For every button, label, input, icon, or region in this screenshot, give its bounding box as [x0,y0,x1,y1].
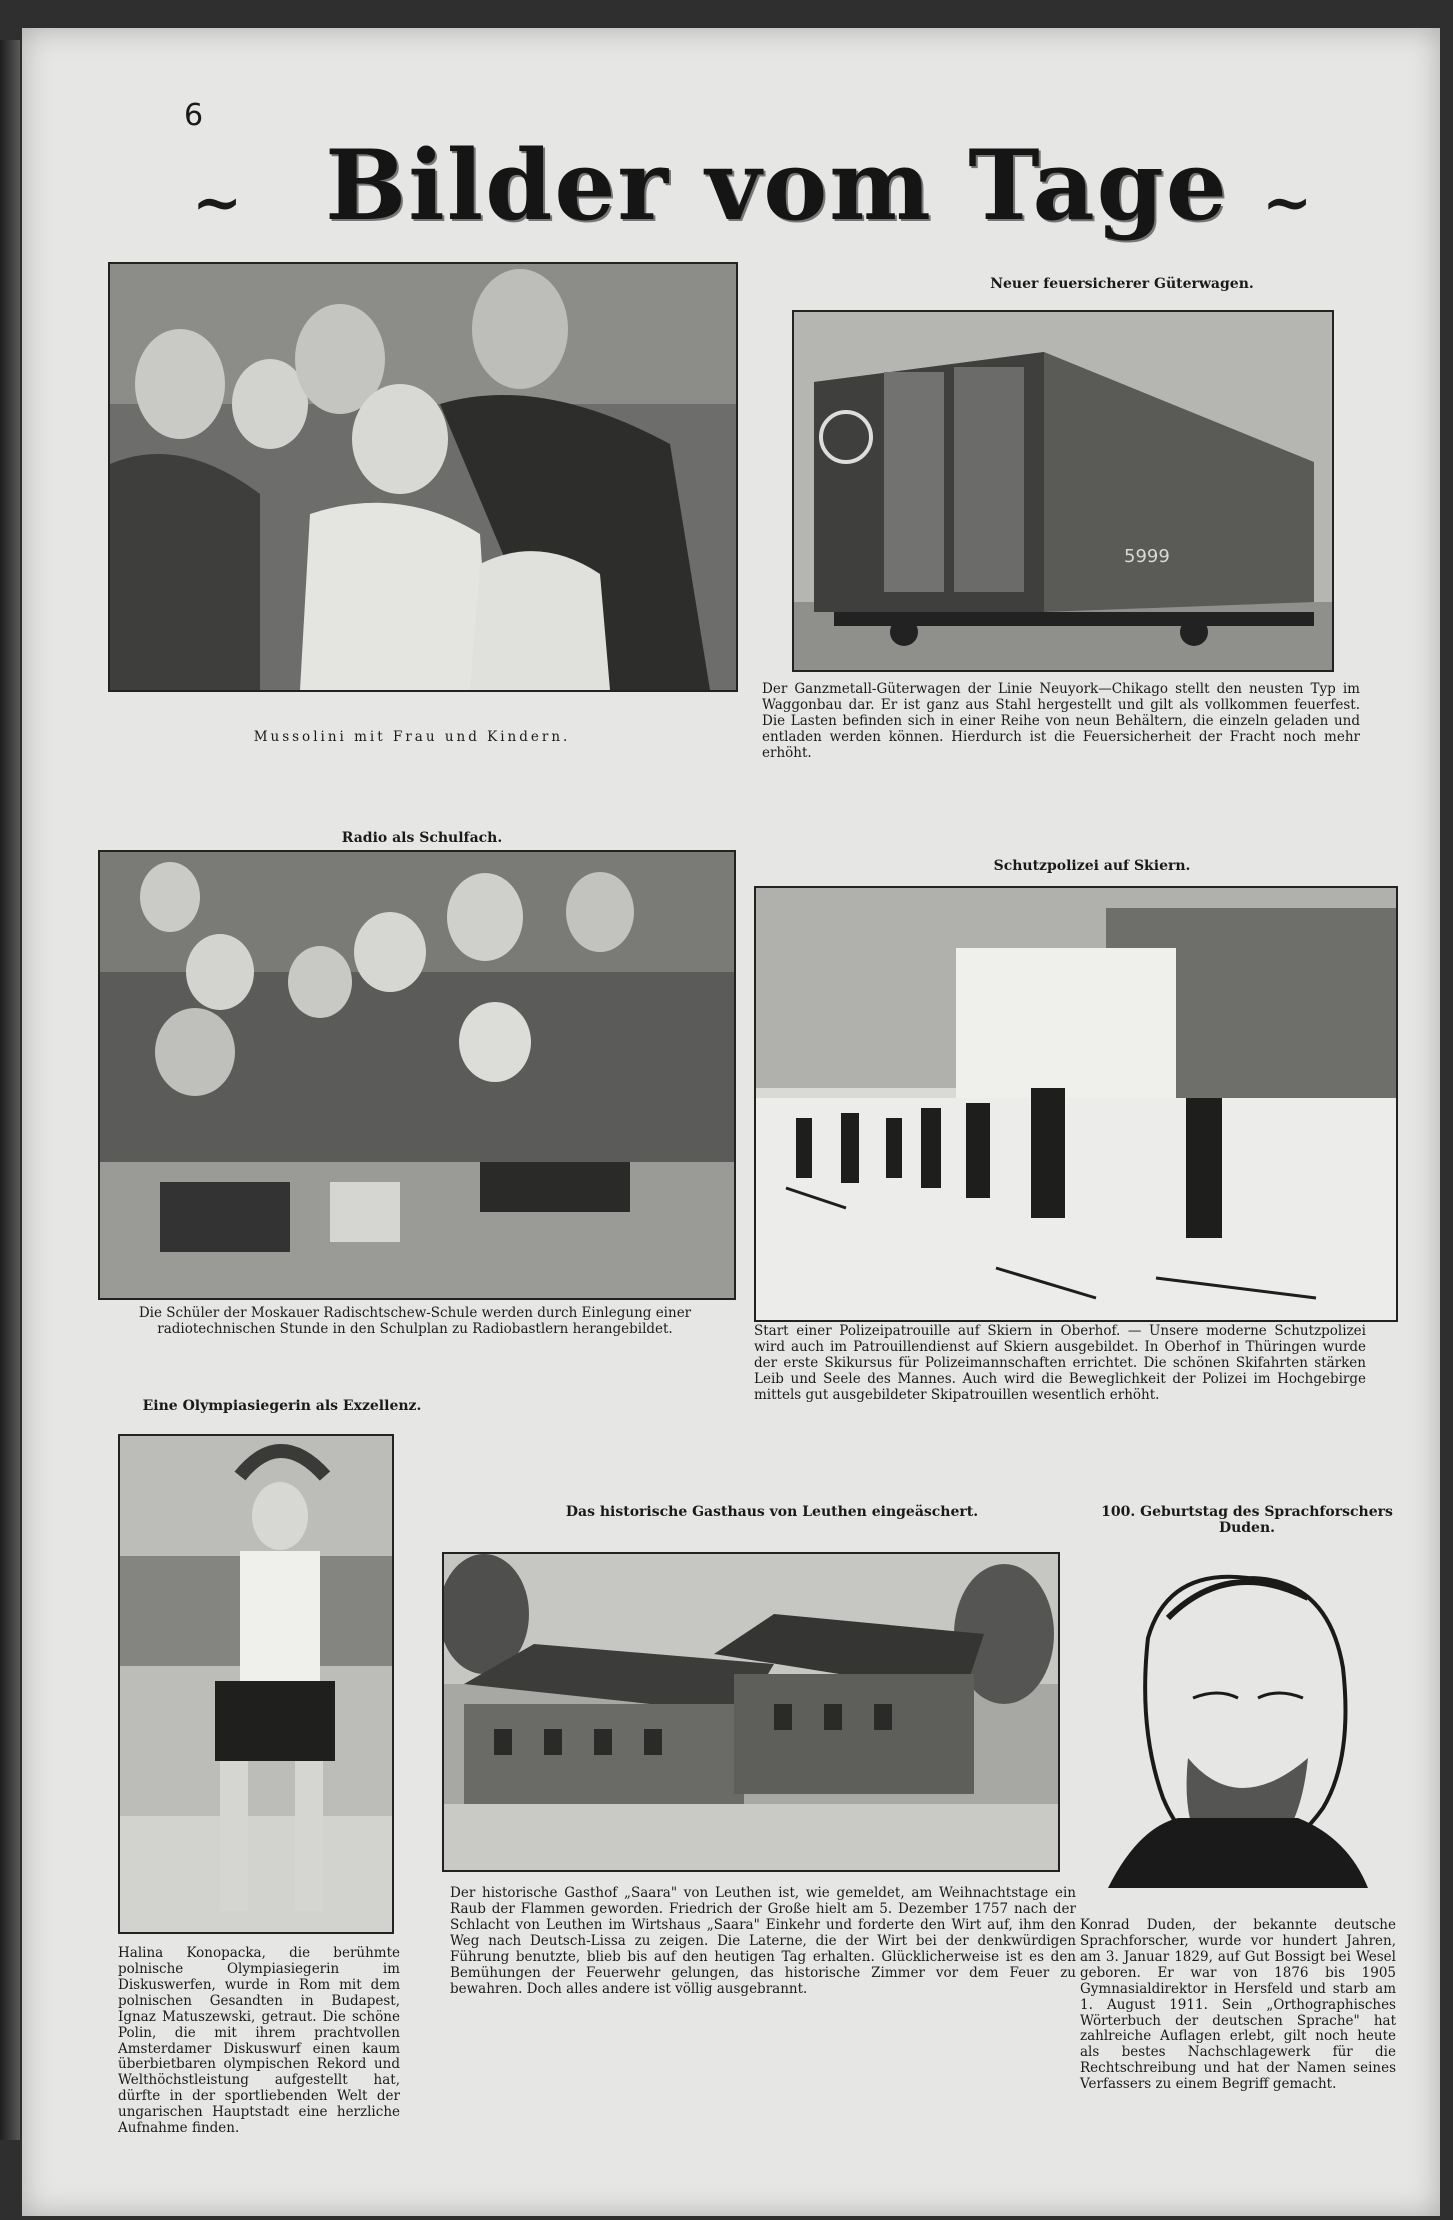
title-gasthaus: Das historische Gasthaus von Leuthen eingeäschert. [565,1504,979,1520]
caption-mussolini: Mussolini mit Frau und Kindern. [253,729,571,745]
photo-mussolini-family [108,262,738,692]
title-duden: 100. Geburtstag des Sprachforschers Duden. [1101,1504,1393,1536]
newspaper-page [22,28,1440,2216]
caption-gasthaus: Der historische Gasthof „Saara" von Leuthen ist, wie gemeldet, am Weihnachtstage ein Raub der Flammen geworden. Friedrich der Große hielt am 5. Dezember 1757 nach der Schlacht von Leuthen im Wirtshaus „Saara" Einkehr und forderte den Wirt auf, ihm den Weg nach Deutsch-Lissa zu zeigen. Die Laterne, die der Wirt bei der denkwürdigen Führung benutzte, blieb bis auf den heutigen Tag erhalten. Glücklicherweise ist es den Bemühungen der Feuerwehr gelungen, das historische Zimmer vor dem Feuer zu bewahren. Doch alles andere ist völlig ausgebrannt. [450,1885,1076,1997]
photo-gasthaus-leuthen [442,1552,1060,1872]
caption-ski-police: Start einer Polizeipatrouille auf Skiern in Oberhof. — Unsere moderne Schutzpolizei wird auch im Patrouillendienst auf Skiern ausgebildet. In Oberhof in Thüringen wurde der erste Skikursus für Polizeimannschaften errichtet. Die schönen Skifahrten stärken Leib und Seele des Mannes. Auch wird die Beweglichkeit der Polizei im Hochgebirge mittels gut ausgebildeter Skipatrouillen wesentlich erhöht. [754,1323,1366,1403]
photo-ski-police [754,886,1398,1322]
title-radio: Radio als Schulfach. [341,830,503,846]
photo-freight-wagon [792,310,1334,672]
page-number: 6 [184,98,204,133]
ornament-right: ~ [1262,168,1313,238]
ornament-left: ~ [192,168,243,238]
photo-radio-class [98,850,736,1300]
illustration-duden-portrait [1108,1558,1368,1888]
photo-olympia-athlete [118,1434,394,1934]
caption-wagon: Der Ganzmetall-Güterwagen der Linie Neuyork—Chikago stellt den neusten Typ im Waggonbau dar. Er ist ganz aus Stahl hergestellt und gilt als vollkommen feuerfest. Die Lasten befinden sich in einer Reihe von neun Behältern, die einzeln geladen und entladen werden können. Hierdurch ist die Feuersicherheit der Fracht noch mehr erhöht. [762,681,1360,761]
title-wagon: Neuer feuersicherer Güterwagen. [990,276,1254,292]
title-olympia: Eine Olympiasiegerin als Exzellenz. [142,1398,422,1414]
caption-duden: Konrad Duden, der bekannte deutsche Sprachforscher, wurde vor hundert Jahren, am 3. Januar 1829, auf Gut Bossigt bei Wesel geboren. Er war von 1876 bis 1905 Gymnasialdirektor in Hersfeld und starb am 1. August 1911. Sein „Orthographisches Wörterbuch der deutschen Sprache" hat zahlreiche Auflagen erlebt, gilt noch heute als bestes Nachschlagewerk für die Rechtschreibung und hat der Namen seines Verfassers zu einem Begriff gemacht. [1080,1917,1396,2093]
page-headline: Bilder vom Tage [325,129,1229,242]
page-binding-edge [0,40,20,2140]
wagon-plate: 5999 [1124,546,1170,567]
caption-radio: Die Schüler der Moskauer Radischtschew-Schule werden durch Einlegung einer radiotechnischen Stunde in den Schulplan zu Radiobastlern herangebildet. [138,1305,692,1337]
title-ski-police: Schutzpolizei auf Skiern. [993,858,1191,874]
caption-olympia: Halina Konopacka, die berühmte polnische Olympiasiegerin im Diskuswerfen, wurde in Rom mit dem polnischen Gesandten in Budapest, Ignaz Matuszewski, getraut. Die schöne Polin, die mit ihrem prachtvollen Amsterdamer Diskuswurf einen kaum überbietbaren olympischen Rekord und Welthöchstleistung aufgestellt hat, dürfte in der sportliebenden Welt der ungarischen Hauptstadt eine herzliche Aufnahme finden. [118,1945,400,2137]
